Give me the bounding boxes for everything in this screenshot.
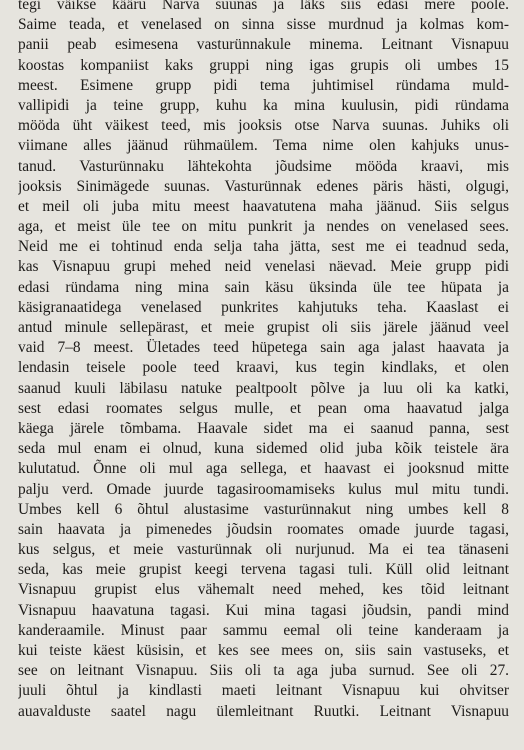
text-line: käsigranaatidega venelased punkrites kahjutuks teha. Kaaslast ei [18,298,509,316]
text-line: Neid me ei tohtinud enda selja taha jätta, sest me ei teadnud seda, [18,238,509,256]
text-line: aga, et meist üle tee on mitu punkrit ja nendes on venelased sees. [18,218,509,236]
text-line: meest. Esimene grupp pidi tema juhtimisel ründama muld- [18,76,509,94]
text-line: palju verd. Omade juurde tagasiroomamiseks kulus mul mitu tundi. [18,480,509,498]
text-line: koostas kompaniist kaks gruppi ning igas grupis oli umbes 15 [18,56,509,74]
text-line: kas Visnapuu grupi mehed neid venelasi näevad. Meie grupp pidi [18,258,509,276]
text-line: kus selgus, et meie vasturünnak oli nurjunud. Ma ei tea tänaseni [18,541,509,559]
text-line: viimane alles jäänud rühmaülem. Tema nime olen kahjuks unus- [18,137,509,155]
text-line: auavalduste saatel nagu ülemleitnant Ruutki. Leitnant Visnapuu [18,702,509,720]
text-line: edasi ründama ning mina sain käsu üksinda üle tee hüpata ja [18,278,509,296]
text-line: mööda üht väikest teed, mis jooksis otse Narva suunas. Juhiks oli [18,117,509,135]
text-line: tegi väikse kääru Narva suunas ja läks siis edasi mere poole. [18,0,509,13]
text-line: kui teiste käest küsisin, et kes see mees on, siis sain vastuseks, et [18,642,509,659]
text-line: kulutatud. Õnne oli mul aga sellega, et haavast ei jooksnud mitte [18,460,509,478]
text-line: Saime teada, et venelased on sinna sisse murdnud ja kolmas kom- [18,16,509,34]
text-line: lendasin teisele poole teed kraavi, kus tegin kindlaks, et olen [18,359,509,377]
text-line: kanderaamile. Minust paar sammu eemal oli teine kanderaam ja [18,621,509,639]
text-line: see on leitnant Visnapuu. Siis oli ta aga juba surnud. See oli 27. [18,662,509,680]
text-line: sain haavata ja pimenedes jõudsin roomates omade juurde tagasi, [18,520,509,538]
text-line: saanud kuuli läbilasu natuke pealtpoolt põlve ja luu oli ka katki, [18,379,509,397]
text-line: vaid 7–8 meest. Ületades teed hüpetega sain aga jalast haavata ja [18,339,509,357]
text-line: jooksis Sinimägede suunas. Vasturünnak edenes päris hästi, olgugi, [18,177,509,195]
text-line: antud minule sellepärast, et meie grupist oli siis järele jäänud veel [18,319,509,336]
text-line: tanud. Vasturünnaku lähtekohta jõudsime mööda kraavi, mis [18,157,509,175]
text-line: seda mul enam ei olnud, kuna sidemed olid juba kõik teistele ära [18,440,509,458]
body-text [18,0,509,722]
text-line: panii peab esimesena vasturünnakule minema. Leitnant Visnapuu [18,36,509,54]
text-line: juuli õhtul ja kindlasti maeti leitnant Visnapuu kui ohvitser [18,682,509,700]
text-line: sest edasi roomates selgus mulle, et pean oma haavatud jalga [18,399,509,417]
text-line: vallipidi ja teine grupp, kuhu ka mina kuulusin, pidi ründama [18,96,509,114]
text-line: et meil oli juba mitu meest haavatutena maha jäänud. Siis selgus [18,197,509,215]
text-line: seda, kas meie grupist keegi tervena tagasi tuli. Küll olid leitnant [18,561,509,579]
text-line: Visnapuu grupist elus vähemalt need mehed, kes tõid leitnant [18,581,509,599]
text-line: Visnapuu haavatuna tagasi. Kui mina tagasi jõudsin, pandi mind [18,601,509,619]
text-line: Umbes kell 6 õhtul alustasime vasturünnakut ning umbes kell 8 [18,500,509,518]
text-line: käega järele tõmbama. Haavale sidet ma ei saanud panna, sest [18,419,509,437]
